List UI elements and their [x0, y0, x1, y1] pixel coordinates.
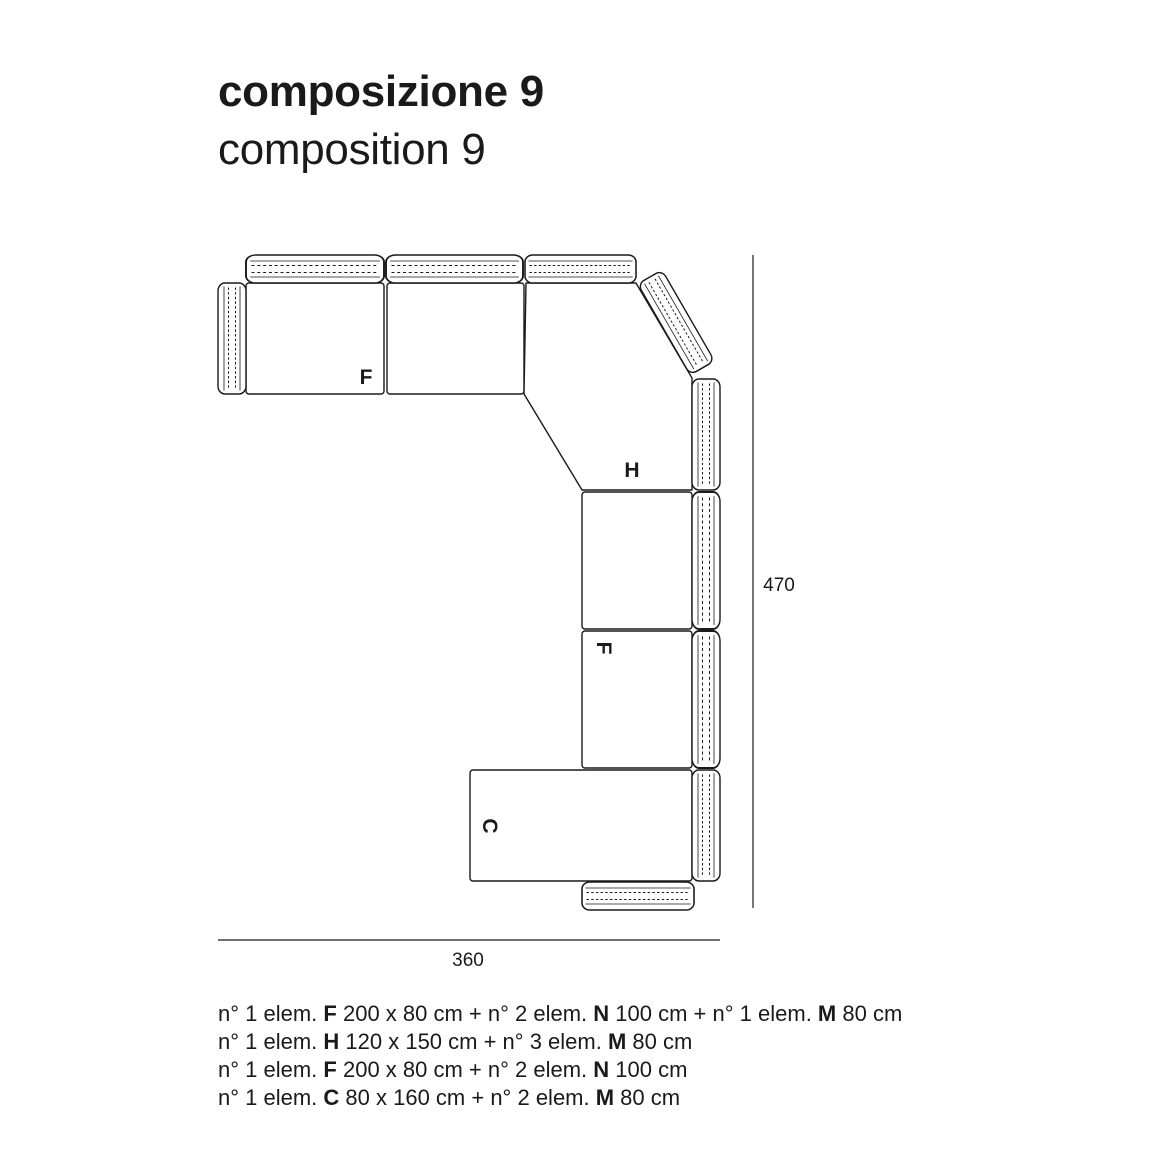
spec-line — [218, 1000, 902, 1028]
spec-module-code: N — [593, 1001, 610, 1026]
seat-outlines — [246, 283, 692, 881]
spec-module-code: F — [323, 1001, 337, 1026]
spec-text: n° 1 elem. — [218, 1029, 324, 1054]
spec-module-code: M — [595, 1085, 615, 1110]
spec-module-code: M — [607, 1029, 627, 1054]
seat-f-right-upper — [582, 492, 692, 629]
spec-module-code: H — [323, 1029, 340, 1054]
width-dimension-label: 360 — [452, 950, 484, 971]
spec-text: 80 cm — [614, 1085, 681, 1110]
spec-module-code: N — [593, 1057, 610, 1082]
depth-dimension-label: 470 — [763, 575, 795, 596]
spec-module-code: M — [817, 1001, 837, 1026]
module-label-f-top: F — [359, 366, 373, 389]
spec-text: 80 x 160 cm + n° 2 elem. — [339, 1085, 596, 1110]
spec-text: 80 cm — [626, 1029, 693, 1054]
spec-text: 100 cm + n° 1 elem. — [609, 1001, 818, 1026]
module-label-h: H — [624, 459, 640, 482]
page-title: composizione 9 — [218, 67, 544, 116]
spec-line — [218, 1084, 902, 1112]
spec-text: 100 cm — [609, 1057, 688, 1082]
spec-module-code: C — [323, 1085, 340, 1110]
spec-text: 120 x 150 cm + n° 3 elem. — [339, 1029, 608, 1054]
spec-module-code: F — [323, 1057, 337, 1082]
spec-text: n° 1 elem. — [218, 1085, 324, 1110]
spec-text: n° 1 elem. — [218, 1057, 324, 1082]
spec-text: n° 1 elem. — [218, 1001, 324, 1026]
module-label-c: C — [478, 818, 501, 834]
page-subtitle: composition 9 — [218, 125, 486, 174]
spec-text: 200 x 80 cm + n° 2 elem. — [336, 1001, 594, 1026]
spec-line — [218, 1056, 902, 1084]
module-label-f-right: F — [592, 641, 615, 655]
seat-c-chaise — [470, 770, 692, 881]
composition-specs — [218, 1000, 902, 1112]
spec-text: 80 cm — [836, 1001, 903, 1026]
spec-text: 200 x 80 cm + n° 2 elem. — [336, 1057, 594, 1082]
spec-line — [218, 1028, 902, 1056]
seat-f-middle — [387, 283, 524, 394]
